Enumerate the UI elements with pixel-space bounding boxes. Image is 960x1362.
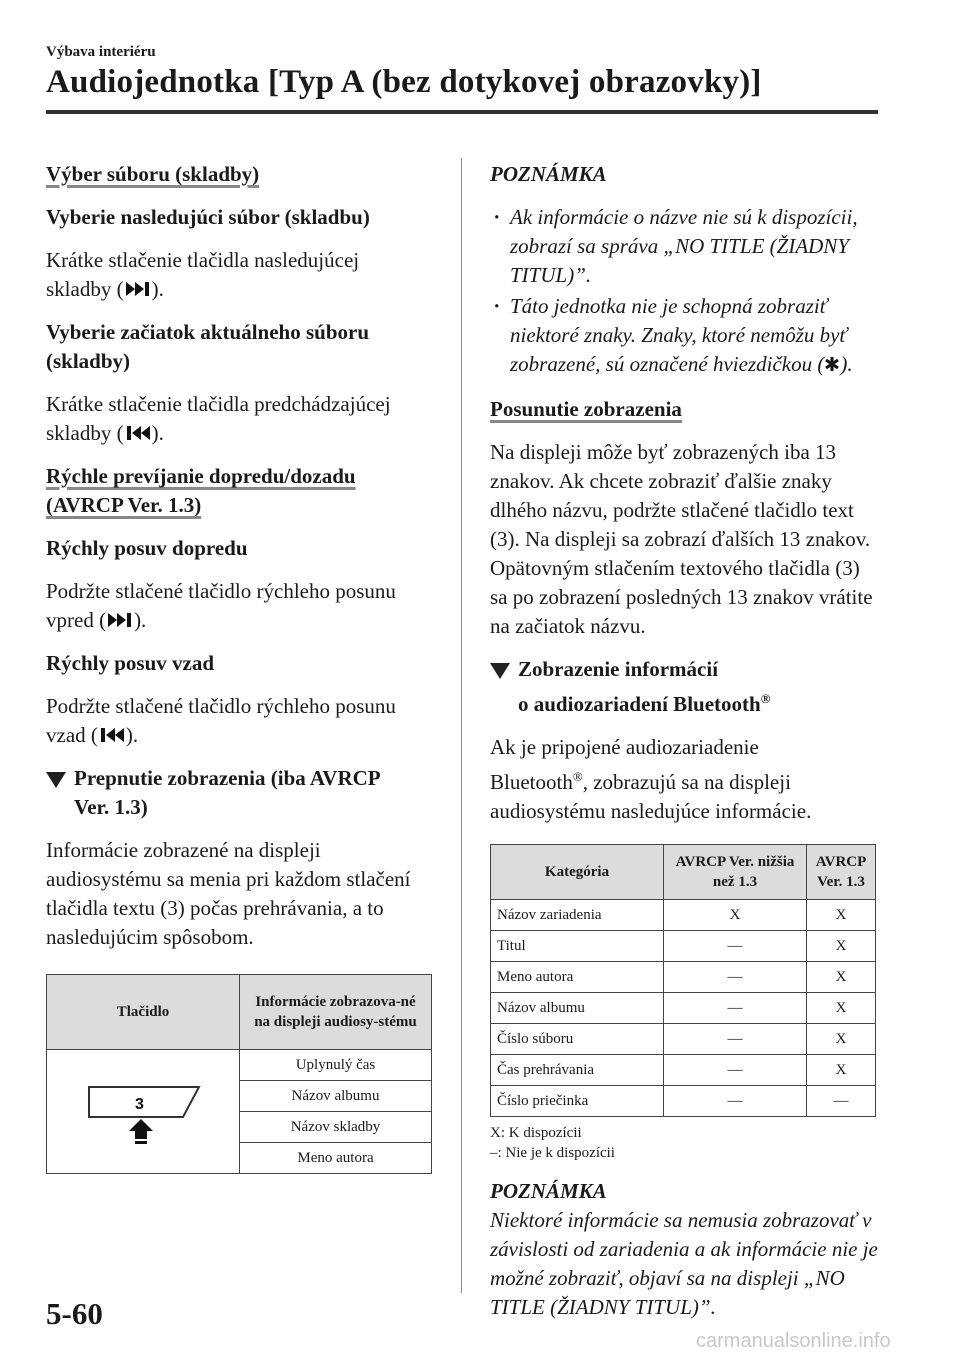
table-cell: X xyxy=(807,962,876,993)
bt-info-table xyxy=(490,844,876,1117)
section-label: Výbava interiéru xyxy=(46,44,156,60)
table-row xyxy=(491,931,876,962)
table-cell: X xyxy=(807,1024,876,1055)
text-line: ). xyxy=(125,723,139,747)
table-row xyxy=(491,1024,876,1055)
text-line: Vyberie začiatok aktuálneho súboru xyxy=(46,320,370,344)
text-line: Podržte stlačené tlačidlo rýchleho posunu xyxy=(46,579,396,603)
text-line: Podržte stlačené tlačidlo rýchleho posunu xyxy=(46,694,396,718)
table-cell: — xyxy=(664,931,807,962)
note-title: POZNÁMKA xyxy=(490,1179,607,1203)
text-button-icon xyxy=(83,1067,203,1151)
paragraph-reverse xyxy=(46,692,436,750)
table-row xyxy=(491,900,876,931)
skip-next-icon xyxy=(106,611,134,629)
table-cell: Názov skladby xyxy=(240,1112,432,1143)
table-cell: X xyxy=(807,993,876,1024)
table-cell: Titul xyxy=(491,931,664,962)
heading-select-file: Výber súboru (skladby) xyxy=(46,162,260,186)
table-row xyxy=(491,962,876,993)
heading-scroll: Posunutie zobrazenia xyxy=(490,397,682,421)
table-cell: — xyxy=(664,993,807,1024)
text-line: Prepnutie zobrazenia (iba AVRCP xyxy=(74,766,381,790)
text-line: ). xyxy=(151,421,164,445)
text-line: Krátke stlačenie tlačidla nasledujúcej xyxy=(46,248,360,272)
text-line: audiosystému nasledujúce informácie. xyxy=(490,799,812,823)
table-cell: — xyxy=(664,1055,807,1086)
heading-fast-forward xyxy=(46,462,436,520)
table-cell: X xyxy=(807,931,876,962)
table-header: Tlačidlo xyxy=(47,975,240,1050)
column-divider xyxy=(461,158,462,1293)
table-cell: Uplynulý čas xyxy=(240,1050,432,1081)
text-line: (skladby) xyxy=(46,349,131,373)
table-cell: Meno autora xyxy=(491,962,664,993)
display-table xyxy=(46,974,432,1174)
table-row xyxy=(491,1055,876,1086)
text-line: ). xyxy=(840,352,853,376)
table-header: Informácie zobrazova-né na displeji audiosy-stému xyxy=(240,975,432,1050)
heading-bt-info xyxy=(490,655,880,719)
asterisk-icon xyxy=(824,356,840,372)
triangle-down-icon xyxy=(46,772,66,788)
right-column xyxy=(490,160,880,1336)
paragraph-scroll: Na displeji môže byť zobrazených iba 13 znakov. Ak chcete zobraziť ďalšie znaky dlhého názvu, podržte stlačené tlačidlo text (3). Na displeji sa zobrazí ďalších 13 znakov. Opätovným stlačením textového tlačidla (3) sa po zobrazení posledných 13 znakov vrátite na začiatok názvu. xyxy=(490,440,873,638)
table-cell: Názov zariadenia xyxy=(491,900,664,931)
skip-next-icon xyxy=(124,280,152,298)
text-line: Bluetooth xyxy=(490,770,573,794)
text-line: Ak je pripojené audiozariadenie xyxy=(490,735,759,759)
text-line: ). xyxy=(134,608,147,632)
note-text: Niektoré informácie sa nemusia zobrazovať v závislosti od zariadenia a ak informácie nie je možné zobraziť, objaví sa na displeji „NO TITLE (ŽIADNY TITUL)”. xyxy=(490,1208,878,1319)
title-rule xyxy=(46,110,878,114)
paragraph-bt-info xyxy=(490,733,880,826)
table-cell: — xyxy=(664,962,807,993)
table-cell: Názov albumu xyxy=(240,1081,432,1112)
table-cell: — xyxy=(664,1086,807,1117)
registered-mark: ® xyxy=(760,691,771,706)
text-line: Táto jednotka nie je schopná zobraziť niektoré znaky. Znaky, ktoré nemôžu byť zobrazené, sú označené hviezdičkou ( xyxy=(510,294,848,376)
page-number: 5-60 xyxy=(46,1296,103,1331)
paragraph-next xyxy=(46,246,436,304)
heading-forward: Rýchly posuv dopredu xyxy=(46,536,248,560)
skip-prev-icon xyxy=(98,726,126,744)
note-bullet: · Ak informácie o názve nie sú k dispozícii, zobrazí sa správa „NO TITLE (ŽIADNY TITUL)”. xyxy=(490,203,880,290)
table-cell: Meno autora xyxy=(240,1143,432,1174)
text-line: skladby ( xyxy=(46,277,124,301)
page-title: Audiojednotka [Typ A (bez dotykovej obrazovky)] xyxy=(46,64,762,100)
table-cell: X xyxy=(664,900,807,931)
legend-line: X: K dispozícii xyxy=(490,1125,582,1141)
table-header: Kategória xyxy=(491,845,664,900)
table-cell: Číslo súboru xyxy=(491,1024,664,1055)
paragraph-prev xyxy=(46,390,436,448)
text-line: Rýchle prevíjanie dopredu/dozadu xyxy=(46,464,356,488)
table-cell: Čas prehrávania xyxy=(491,1055,664,1086)
table-legend xyxy=(490,1123,880,1163)
paragraph-forward xyxy=(46,577,436,635)
note-bullet xyxy=(490,292,880,379)
table-cell: X xyxy=(807,1055,876,1086)
table-cell: X xyxy=(807,900,876,931)
table-cell: Názov albumu xyxy=(491,993,664,1024)
watermark: carmanualsonline.info xyxy=(696,1330,891,1352)
table-row xyxy=(491,1086,876,1117)
heading-prev-file xyxy=(46,318,436,376)
text-line: Zobrazenie informácií xyxy=(518,657,719,681)
triangle-down-icon xyxy=(490,663,510,679)
table-row xyxy=(491,993,876,1024)
table-cell: — xyxy=(807,1086,876,1117)
table-header: AVRCP Ver. nižšia než 1.3 xyxy=(664,845,807,900)
text-line: (AVRCP Ver. 1.3) xyxy=(46,493,202,517)
paragraph-switch: Informácie zobrazené na displeji audiosystému sa menia pri každom stlačení tlačidla textu (3) počas prehrávania, a to nasledujúcim spôsobom. xyxy=(46,838,411,949)
left-column xyxy=(46,160,436,1174)
heading-switch-display xyxy=(46,764,436,822)
text-line: Ver. 1.3) xyxy=(74,795,148,819)
skip-prev-icon xyxy=(124,424,152,442)
table-cell: Číslo priečinka xyxy=(491,1086,664,1117)
button-cell xyxy=(47,1050,240,1174)
table-cell: — xyxy=(664,1024,807,1055)
text-line: , zobrazujú sa na displeji xyxy=(582,770,791,794)
registered-mark: ® xyxy=(572,769,583,784)
heading-next-file: Vyberie nasledujúci súbor (skladbu) xyxy=(46,205,370,229)
text-line: ). xyxy=(151,277,164,301)
text-line: vzad ( xyxy=(46,723,98,747)
text-line: skladby ( xyxy=(46,421,124,445)
button-label: 3 xyxy=(135,1095,144,1113)
heading-reverse: Rýchly posuv vzad xyxy=(46,651,215,675)
text-line: vpred ( xyxy=(46,608,107,632)
text-line: Krátke stlačenie tlačidla predchádzajúcej xyxy=(46,392,391,416)
text-line: o audiozariadení Bluetooth xyxy=(518,692,761,716)
table-header: AVRCP Ver. 1.3 xyxy=(807,845,876,900)
note-title: POZNÁMKA xyxy=(490,162,607,186)
legend-line: –: Nie je k dispozícii xyxy=(490,1145,615,1161)
